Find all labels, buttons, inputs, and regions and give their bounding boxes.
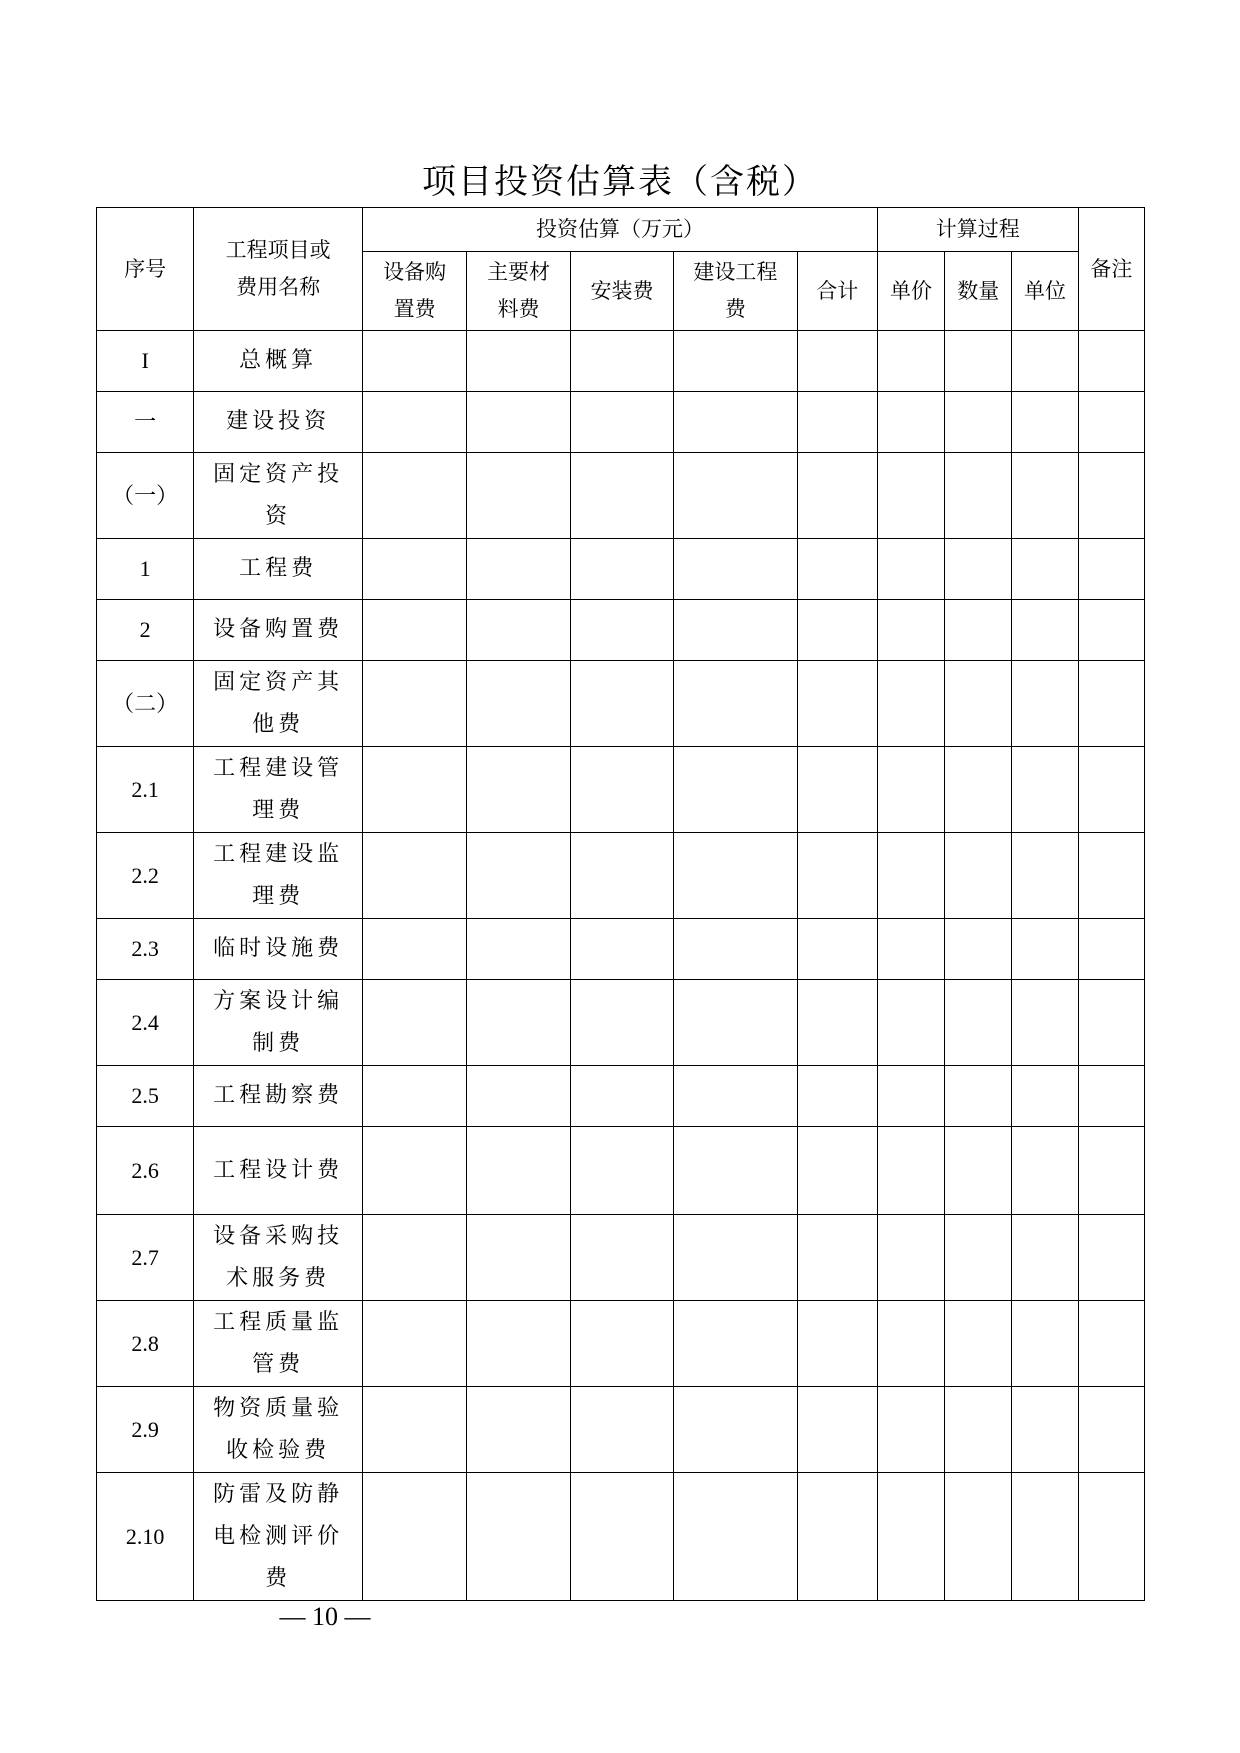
empty-cell xyxy=(467,1215,570,1301)
row-item-name: 工程设计费 xyxy=(194,1127,363,1215)
empty-cell xyxy=(674,1066,797,1127)
investment-estimate-table xyxy=(96,207,1145,1601)
empty-cell xyxy=(362,392,466,453)
empty-cell xyxy=(467,1473,570,1601)
empty-cell xyxy=(1078,833,1144,919)
empty-cell xyxy=(945,1387,1012,1473)
empty-cell xyxy=(362,833,466,919)
empty-cell xyxy=(797,392,877,453)
empty-cell xyxy=(877,539,944,600)
empty-cell xyxy=(570,980,673,1066)
empty-cell xyxy=(362,539,466,600)
row-item-name: 方案设计编制费 xyxy=(194,980,363,1066)
empty-cell xyxy=(797,661,877,747)
empty-cell xyxy=(570,331,673,392)
row-item-name: 工程费 xyxy=(194,539,363,600)
empty-cell xyxy=(945,1127,1012,1215)
header-item-name: 工程项目或费用名称 xyxy=(194,208,363,331)
empty-cell xyxy=(674,1301,797,1387)
empty-cell xyxy=(570,833,673,919)
empty-cell xyxy=(877,747,944,833)
table-row xyxy=(97,980,1145,1066)
row-item-name: 工程勘察费 xyxy=(194,1066,363,1127)
empty-cell xyxy=(1078,980,1144,1066)
empty-cell xyxy=(1078,331,1144,392)
empty-cell xyxy=(674,833,797,919)
empty-cell xyxy=(797,1301,877,1387)
header-remarks: 备注 xyxy=(1078,208,1144,331)
empty-cell xyxy=(467,919,570,980)
empty-cell xyxy=(674,392,797,453)
row-seq: 1 xyxy=(97,539,194,600)
empty-cell xyxy=(1012,331,1078,392)
header-construction: 建设工程费 xyxy=(674,252,797,331)
table-row xyxy=(97,392,1145,453)
table-row xyxy=(97,1215,1145,1301)
empty-cell xyxy=(570,392,673,453)
empty-cell xyxy=(1078,600,1144,661)
row-item-name: 建设投资 xyxy=(194,392,363,453)
empty-cell xyxy=(1012,1473,1078,1601)
empty-cell xyxy=(797,331,877,392)
empty-cell xyxy=(945,833,1012,919)
empty-cell xyxy=(467,747,570,833)
empty-cell xyxy=(945,1215,1012,1301)
empty-cell xyxy=(467,1387,570,1473)
empty-cell xyxy=(674,1215,797,1301)
empty-cell xyxy=(945,1473,1012,1601)
empty-cell xyxy=(945,980,1012,1066)
table-row xyxy=(97,1127,1145,1215)
table-row xyxy=(97,1387,1145,1473)
empty-cell xyxy=(797,1066,877,1127)
empty-cell xyxy=(1078,1387,1144,1473)
empty-cell xyxy=(570,1387,673,1473)
empty-cell xyxy=(362,1127,466,1215)
empty-cell xyxy=(945,392,1012,453)
table-row xyxy=(97,1066,1145,1127)
header-installation: 安装费 xyxy=(570,252,673,331)
empty-cell xyxy=(945,331,1012,392)
empty-cell xyxy=(362,453,466,539)
empty-cell xyxy=(570,1127,673,1215)
row-seq: 2.5 xyxy=(97,1066,194,1127)
empty-cell xyxy=(797,1127,877,1215)
empty-cell xyxy=(570,747,673,833)
empty-cell xyxy=(797,600,877,661)
empty-cell xyxy=(1012,1066,1078,1127)
empty-cell xyxy=(570,919,673,980)
empty-cell xyxy=(362,661,466,747)
row-item-name: 设备购置费 xyxy=(194,600,363,661)
row-seq: 2.1 xyxy=(97,747,194,833)
header-unit-price: 单价 xyxy=(877,252,944,331)
empty-cell xyxy=(797,1215,877,1301)
empty-cell xyxy=(674,600,797,661)
empty-cell xyxy=(1012,600,1078,661)
table-row xyxy=(97,539,1145,600)
empty-cell xyxy=(1012,747,1078,833)
empty-cell xyxy=(1012,833,1078,919)
empty-cell xyxy=(570,661,673,747)
table-row xyxy=(97,661,1145,747)
row-seq: 2.8 xyxy=(97,1301,194,1387)
page-title: 项目投资估算表（含税） xyxy=(422,162,818,202)
empty-cell xyxy=(945,453,1012,539)
row-item-name: 总概算 xyxy=(194,331,363,392)
empty-cell xyxy=(570,453,673,539)
header-materials: 主要材料费 xyxy=(467,252,570,331)
page-number: — 10 — xyxy=(279,1602,371,1631)
empty-cell xyxy=(467,600,570,661)
table-row xyxy=(97,453,1145,539)
empty-cell xyxy=(877,331,944,392)
header-quantity: 数量 xyxy=(945,252,1012,331)
empty-cell xyxy=(945,661,1012,747)
empty-cell xyxy=(1078,539,1144,600)
empty-cell xyxy=(1012,1127,1078,1215)
row-item-name: 固定资产其他费 xyxy=(194,661,363,747)
empty-cell xyxy=(362,600,466,661)
empty-cell xyxy=(467,980,570,1066)
empty-cell xyxy=(1078,453,1144,539)
empty-cell xyxy=(877,1066,944,1127)
empty-cell xyxy=(674,1473,797,1601)
empty-cell xyxy=(1012,1215,1078,1301)
table-row xyxy=(97,747,1145,833)
row-seq: （一） xyxy=(97,453,194,539)
empty-cell xyxy=(467,453,570,539)
empty-cell xyxy=(467,331,570,392)
empty-cell xyxy=(674,1127,797,1215)
empty-cell xyxy=(877,661,944,747)
row-item-name: 物资质量验收检验费 xyxy=(194,1387,363,1473)
empty-cell xyxy=(797,980,877,1066)
empty-cell xyxy=(877,1215,944,1301)
row-seq: 2.4 xyxy=(97,980,194,1066)
empty-cell xyxy=(797,453,877,539)
empty-cell xyxy=(362,331,466,392)
empty-cell xyxy=(797,833,877,919)
header-unit: 单位 xyxy=(1012,252,1078,331)
empty-cell xyxy=(1012,392,1078,453)
empty-cell xyxy=(945,1301,1012,1387)
header-calc-group: 计算过程 xyxy=(877,208,1078,252)
row-seq: 2.3 xyxy=(97,919,194,980)
empty-cell xyxy=(945,539,1012,600)
row-item-name: 防雷及防静电检测评价费 xyxy=(194,1473,363,1601)
row-item-name: 工程建设管理费 xyxy=(194,747,363,833)
empty-cell xyxy=(362,1301,466,1387)
empty-cell xyxy=(1012,453,1078,539)
empty-cell xyxy=(877,980,944,1066)
row-item-name: 固定资产投资 xyxy=(194,453,363,539)
row-item-name: 设备采购技术服务费 xyxy=(194,1215,363,1301)
empty-cell xyxy=(1078,392,1144,453)
empty-cell xyxy=(1078,1066,1144,1127)
empty-cell xyxy=(362,1215,466,1301)
empty-cell xyxy=(570,539,673,600)
header-seq: 序号 xyxy=(97,208,194,331)
row-item-name: 临时设施费 xyxy=(194,919,363,980)
empty-cell xyxy=(1012,539,1078,600)
empty-cell xyxy=(467,392,570,453)
row-item-name: 工程质量监管费 xyxy=(194,1301,363,1387)
header-investment-group: 投资估算（万元） xyxy=(362,208,877,252)
empty-cell xyxy=(945,919,1012,980)
empty-cell xyxy=(945,600,1012,661)
empty-cell xyxy=(362,1066,466,1127)
empty-cell xyxy=(362,747,466,833)
empty-cell xyxy=(877,600,944,661)
empty-cell xyxy=(877,1127,944,1215)
empty-cell xyxy=(570,600,673,661)
empty-cell xyxy=(797,1387,877,1473)
empty-cell xyxy=(570,1215,673,1301)
empty-cell xyxy=(467,539,570,600)
empty-cell xyxy=(362,980,466,1066)
empty-cell xyxy=(674,661,797,747)
empty-cell xyxy=(1012,661,1078,747)
table-row xyxy=(97,919,1145,980)
empty-cell xyxy=(945,747,1012,833)
header-total: 合计 xyxy=(797,252,877,331)
empty-cell xyxy=(674,539,797,600)
empty-cell xyxy=(674,980,797,1066)
empty-cell xyxy=(1078,1215,1144,1301)
table-row xyxy=(97,600,1145,661)
empty-cell xyxy=(877,392,944,453)
row-item-name: 工程建设监理费 xyxy=(194,833,363,919)
empty-cell xyxy=(467,1127,570,1215)
empty-cell xyxy=(797,919,877,980)
empty-cell xyxy=(1078,1127,1144,1215)
empty-cell xyxy=(1078,919,1144,980)
empty-cell xyxy=(674,1387,797,1473)
empty-cell xyxy=(797,747,877,833)
empty-cell xyxy=(674,453,797,539)
empty-cell xyxy=(877,1301,944,1387)
empty-cell xyxy=(797,1473,877,1601)
table-row xyxy=(97,1473,1145,1601)
empty-cell xyxy=(877,919,944,980)
empty-cell xyxy=(674,919,797,980)
empty-cell xyxy=(945,1066,1012,1127)
empty-cell xyxy=(570,1473,673,1601)
empty-cell xyxy=(570,1066,673,1127)
row-seq: 2 xyxy=(97,600,194,661)
row-seq: （二） xyxy=(97,661,194,747)
row-seq: 2.6 xyxy=(97,1127,194,1215)
row-seq: 2.7 xyxy=(97,1215,194,1301)
empty-cell xyxy=(674,331,797,392)
empty-cell xyxy=(1078,1301,1144,1387)
row-seq: I xyxy=(97,331,194,392)
empty-cell xyxy=(570,1301,673,1387)
empty-cell xyxy=(1078,1473,1144,1601)
row-seq: 2.10 xyxy=(97,1473,194,1601)
row-seq: 2.9 xyxy=(97,1387,194,1473)
empty-cell xyxy=(362,1473,466,1601)
table-row xyxy=(97,1301,1145,1387)
empty-cell xyxy=(467,1301,570,1387)
empty-cell xyxy=(362,919,466,980)
empty-cell xyxy=(467,1066,570,1127)
empty-cell xyxy=(877,833,944,919)
table-row xyxy=(97,331,1145,392)
empty-cell xyxy=(362,1387,466,1473)
empty-cell xyxy=(1012,980,1078,1066)
empty-cell xyxy=(1012,1387,1078,1473)
row-seq: 一 xyxy=(97,392,194,453)
empty-cell xyxy=(877,1387,944,1473)
empty-cell xyxy=(1078,747,1144,833)
row-seq: 2.2 xyxy=(97,833,194,919)
empty-cell xyxy=(674,747,797,833)
table-row xyxy=(97,833,1145,919)
empty-cell xyxy=(1012,1301,1078,1387)
empty-cell xyxy=(797,539,877,600)
header-equipment: 设备购置费 xyxy=(362,252,466,331)
empty-cell xyxy=(467,833,570,919)
empty-cell xyxy=(877,1473,944,1601)
empty-cell xyxy=(467,661,570,747)
empty-cell xyxy=(1078,661,1144,747)
empty-cell xyxy=(1012,919,1078,980)
empty-cell xyxy=(877,453,944,539)
